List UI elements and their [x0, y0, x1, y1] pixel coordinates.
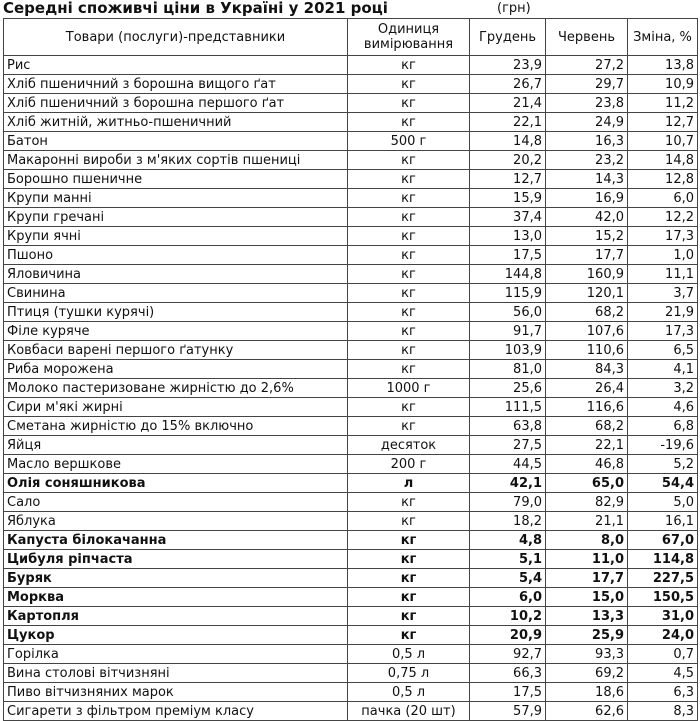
- table-row: [4, 246, 698, 265]
- unit-cell: кг: [348, 360, 470, 379]
- december-price-cell: 13,0: [470, 227, 546, 246]
- table-row: [4, 626, 698, 645]
- table-row: [4, 379, 698, 398]
- unit-cell: кг: [348, 56, 470, 75]
- change-percent-cell: 21,9: [628, 303, 698, 322]
- header-unit-line1: Одиниця: [377, 22, 440, 37]
- change-percent-cell: 17,3: [628, 227, 698, 246]
- change-percent-cell: 17,3: [628, 322, 698, 341]
- unit-cell: кг: [348, 341, 470, 360]
- table-row: [4, 208, 698, 227]
- change-percent-cell: 150,5: [628, 588, 698, 607]
- product-cell: Птиця (тушки курячі): [4, 303, 348, 322]
- june-price-cell: 22,1: [546, 436, 628, 455]
- unit-cell: кг: [348, 398, 470, 417]
- product-cell: Пиво вітчизняних марок: [4, 683, 348, 702]
- table-row: [4, 417, 698, 436]
- december-price-cell: 15,9: [470, 189, 546, 208]
- december-price-cell: 14,8: [470, 132, 546, 151]
- june-price-cell: 110,6: [546, 341, 628, 360]
- product-cell: Крупи манні: [4, 189, 348, 208]
- product-cell: Олія соняшникова: [4, 474, 348, 493]
- unit-cell: кг: [348, 208, 470, 227]
- december-price-cell: 56,0: [470, 303, 546, 322]
- june-price-cell: 27,2: [546, 56, 628, 75]
- table-row: [4, 664, 698, 683]
- december-price-cell: 26,7: [470, 75, 546, 94]
- change-percent-cell: 6,0: [628, 189, 698, 208]
- december-price-cell: 6,0: [470, 588, 546, 607]
- product-cell: Яблука: [4, 512, 348, 531]
- product-cell: Сигарети з фільтром преміум класу: [4, 702, 348, 721]
- change-percent-cell: 6,3: [628, 683, 698, 702]
- change-percent-cell: 12,8: [628, 170, 698, 189]
- header-unit-line2: вимірювання: [363, 37, 454, 52]
- product-cell: Масло вершкове: [4, 455, 348, 474]
- currency-note: (грн): [497, 1, 531, 16]
- june-price-cell: 18,6: [546, 683, 628, 702]
- change-percent-cell: 11,1: [628, 265, 698, 284]
- header-unit: [348, 19, 470, 56]
- table-row: [4, 113, 698, 132]
- product-cell: Молоко пастеризоване жирністю до 2,6%: [4, 379, 348, 398]
- unit-cell: кг: [348, 322, 470, 341]
- december-price-cell: 91,7: [470, 322, 546, 341]
- unit-cell: кг: [348, 626, 470, 645]
- december-price-cell: 22,1: [470, 113, 546, 132]
- table-row: [4, 170, 698, 189]
- header-product: Товари (послуги)-представники: [4, 19, 348, 56]
- unit-cell: кг: [348, 113, 470, 132]
- unit-cell: кг: [348, 246, 470, 265]
- june-price-cell: 15,0: [546, 588, 628, 607]
- unit-cell: кг: [348, 550, 470, 569]
- june-price-cell: 23,8: [546, 94, 628, 113]
- change-percent-cell: 12,2: [628, 208, 698, 227]
- december-price-cell: 5,1: [470, 550, 546, 569]
- december-price-cell: 111,5: [470, 398, 546, 417]
- december-price-cell: 20,9: [470, 626, 546, 645]
- product-cell: Рис: [4, 56, 348, 75]
- change-percent-cell: -19,6: [628, 436, 698, 455]
- table-row: [4, 569, 698, 588]
- change-percent-cell: 13,8: [628, 56, 698, 75]
- june-price-cell: 16,3: [546, 132, 628, 151]
- product-cell: Картопля: [4, 607, 348, 626]
- product-cell: Цукор: [4, 626, 348, 645]
- unit-cell: 0,5 л: [348, 645, 470, 664]
- june-price-cell: 29,7: [546, 75, 628, 94]
- unit-cell: кг: [348, 170, 470, 189]
- december-price-cell: 92,7: [470, 645, 546, 664]
- table-row: [4, 550, 698, 569]
- table-row: [4, 702, 698, 721]
- product-cell: Хліб житній, житньо-пшеничний: [4, 113, 348, 132]
- product-cell: Капуста білокачанна: [4, 531, 348, 550]
- december-price-cell: 20,2: [470, 151, 546, 170]
- table-row: [4, 436, 698, 455]
- table-header-row: [4, 19, 698, 56]
- table-row: [4, 303, 698, 322]
- june-price-cell: 8,0: [546, 531, 628, 550]
- unit-cell: кг: [348, 265, 470, 284]
- june-price-cell: 11,0: [546, 550, 628, 569]
- june-price-cell: 68,2: [546, 417, 628, 436]
- unit-cell: пачка (20 шт): [348, 702, 470, 721]
- june-price-cell: 116,6: [546, 398, 628, 417]
- unit-cell: кг: [348, 94, 470, 113]
- table-row: [4, 227, 698, 246]
- june-price-cell: 15,2: [546, 227, 628, 246]
- june-price-cell: 62,6: [546, 702, 628, 721]
- december-price-cell: 37,4: [470, 208, 546, 227]
- unit-cell: кг: [348, 417, 470, 436]
- unit-cell: кг: [348, 588, 470, 607]
- june-price-cell: 68,2: [546, 303, 628, 322]
- header-june: Червень: [546, 19, 628, 56]
- product-cell: Крупи ячні: [4, 227, 348, 246]
- change-percent-cell: 31,0: [628, 607, 698, 626]
- product-cell: Свинина: [4, 284, 348, 303]
- december-price-cell: 81,0: [470, 360, 546, 379]
- change-percent-cell: 12,7: [628, 113, 698, 132]
- change-percent-cell: 3,2: [628, 379, 698, 398]
- june-price-cell: 160,9: [546, 265, 628, 284]
- product-cell: Сметана жирністю до 15% включно: [4, 417, 348, 436]
- june-price-cell: 107,6: [546, 322, 628, 341]
- december-price-cell: 63,8: [470, 417, 546, 436]
- product-cell: Філе куряче: [4, 322, 348, 341]
- december-price-cell: 25,6: [470, 379, 546, 398]
- table-row: [4, 189, 698, 208]
- june-price-cell: 24,9: [546, 113, 628, 132]
- december-price-cell: 66,3: [470, 664, 546, 683]
- june-price-cell: 25,9: [546, 626, 628, 645]
- table-row: [4, 398, 698, 417]
- june-price-cell: 23,2: [546, 151, 628, 170]
- product-cell: Сало: [4, 493, 348, 512]
- unit-cell: кг: [348, 303, 470, 322]
- december-price-cell: 21,4: [470, 94, 546, 113]
- title-row: [0, 0, 700, 18]
- table-row: [4, 265, 698, 284]
- june-price-cell: 42,0: [546, 208, 628, 227]
- product-cell: Сири м'які жирні: [4, 398, 348, 417]
- table-row: [4, 132, 698, 151]
- unit-cell: кг: [348, 284, 470, 303]
- december-price-cell: 79,0: [470, 493, 546, 512]
- june-price-cell: 46,8: [546, 455, 628, 474]
- june-price-cell: 120,1: [546, 284, 628, 303]
- december-price-cell: 57,9: [470, 702, 546, 721]
- product-cell: Горілка: [4, 645, 348, 664]
- product-cell: Батон: [4, 132, 348, 151]
- product-cell: Вина столові вітчизняні: [4, 664, 348, 683]
- product-cell: Яйця: [4, 436, 348, 455]
- change-percent-cell: 67,0: [628, 531, 698, 550]
- table-row: [4, 455, 698, 474]
- change-percent-cell: 16,1: [628, 512, 698, 531]
- unit-cell: 0,5 л: [348, 683, 470, 702]
- december-price-cell: 17,5: [470, 246, 546, 265]
- change-percent-cell: 54,4: [628, 474, 698, 493]
- unit-cell: 1000 г: [348, 379, 470, 398]
- table-row: [4, 360, 698, 379]
- december-price-cell: 5,4: [470, 569, 546, 588]
- december-price-cell: 23,9: [470, 56, 546, 75]
- change-percent-cell: 4,5: [628, 664, 698, 683]
- june-price-cell: 26,4: [546, 379, 628, 398]
- june-price-cell: 69,2: [546, 664, 628, 683]
- june-price-cell: 16,9: [546, 189, 628, 208]
- change-percent-cell: 4,1: [628, 360, 698, 379]
- product-cell: Цибуля ріпчаста: [4, 550, 348, 569]
- table-row: [4, 94, 698, 113]
- table-row: [4, 151, 698, 170]
- june-price-cell: 13,3: [546, 607, 628, 626]
- product-cell: Ковбаси варені першого ґатунку: [4, 341, 348, 360]
- december-price-cell: 42,1: [470, 474, 546, 493]
- change-percent-cell: 1,0: [628, 246, 698, 265]
- change-percent-cell: 227,5: [628, 569, 698, 588]
- product-cell: Борошно пшеничне: [4, 170, 348, 189]
- unit-cell: 500 г: [348, 132, 470, 151]
- june-price-cell: 93,3: [546, 645, 628, 664]
- table-row: [4, 512, 698, 531]
- table-row: [4, 683, 698, 702]
- unit-cell: кг: [348, 227, 470, 246]
- product-cell: Морква: [4, 588, 348, 607]
- table-row: [4, 607, 698, 626]
- unit-cell: кг: [348, 569, 470, 588]
- unit-cell: л: [348, 474, 470, 493]
- december-price-cell: 4,8: [470, 531, 546, 550]
- change-percent-cell: 5,0: [628, 493, 698, 512]
- december-price-cell: 144,8: [470, 265, 546, 284]
- unit-cell: кг: [348, 189, 470, 208]
- unit-cell: десяток: [348, 436, 470, 455]
- december-price-cell: 103,9: [470, 341, 546, 360]
- table-row: [4, 493, 698, 512]
- table-row: [4, 284, 698, 303]
- december-price-cell: 44,5: [470, 455, 546, 474]
- june-price-cell: 17,7: [546, 569, 628, 588]
- table-row: [4, 645, 698, 664]
- table-row: [4, 531, 698, 550]
- change-percent-cell: 6,8: [628, 417, 698, 436]
- product-cell: Яловичина: [4, 265, 348, 284]
- table-row: [4, 341, 698, 360]
- december-price-cell: 10,2: [470, 607, 546, 626]
- table-row: [4, 75, 698, 94]
- prices-table: [3, 18, 698, 721]
- unit-cell: кг: [348, 493, 470, 512]
- unit-cell: кг: [348, 607, 470, 626]
- header-change: Зміна, %: [628, 19, 698, 56]
- change-percent-cell: 0,7: [628, 645, 698, 664]
- product-cell: Хліб пшеничний з борошна вищого ґат: [4, 75, 348, 94]
- june-price-cell: 84,3: [546, 360, 628, 379]
- product-cell: Пшоно: [4, 246, 348, 265]
- december-price-cell: 18,2: [470, 512, 546, 531]
- june-price-cell: 17,7: [546, 246, 628, 265]
- product-cell: Буряк: [4, 569, 348, 588]
- table-row: [4, 588, 698, 607]
- table-row: [4, 322, 698, 341]
- change-percent-cell: 6,5: [628, 341, 698, 360]
- unit-cell: кг: [348, 75, 470, 94]
- table-row: [4, 474, 698, 493]
- december-price-cell: 27,5: [470, 436, 546, 455]
- change-percent-cell: 14,8: [628, 151, 698, 170]
- change-percent-cell: 10,7: [628, 132, 698, 151]
- unit-cell: 0,75 л: [348, 664, 470, 683]
- change-percent-cell: 10,9: [628, 75, 698, 94]
- header-december: Грудень: [470, 19, 546, 56]
- december-price-cell: 12,7: [470, 170, 546, 189]
- june-price-cell: 65,0: [546, 474, 628, 493]
- product-cell: Макаронні вироби з м'яких сортів пшениці: [4, 151, 348, 170]
- change-percent-cell: 24,0: [628, 626, 698, 645]
- unit-cell: кг: [348, 151, 470, 170]
- page-title: Середні споживчі ціни в Україні у 2021 році: [3, 0, 388, 17]
- product-cell: Риба морожена: [4, 360, 348, 379]
- table-row: [4, 56, 698, 75]
- product-cell: Крупи гречані: [4, 208, 348, 227]
- change-percent-cell: 11,2: [628, 94, 698, 113]
- december-price-cell: 115,9: [470, 284, 546, 303]
- december-price-cell: 17,5: [470, 683, 546, 702]
- change-percent-cell: 8,3: [628, 702, 698, 721]
- table-body: [4, 56, 698, 721]
- change-percent-cell: 5,2: [628, 455, 698, 474]
- unit-cell: кг: [348, 531, 470, 550]
- product-cell: Хліб пшеничний з борошна першого ґат: [4, 94, 348, 113]
- unit-cell: кг: [348, 512, 470, 531]
- unit-cell: 200 г: [348, 455, 470, 474]
- change-percent-cell: 114,8: [628, 550, 698, 569]
- change-percent-cell: 3,7: [628, 284, 698, 303]
- june-price-cell: 82,9: [546, 493, 628, 512]
- change-percent-cell: 4,6: [628, 398, 698, 417]
- june-price-cell: 21,1: [546, 512, 628, 531]
- june-price-cell: 14,3: [546, 170, 628, 189]
